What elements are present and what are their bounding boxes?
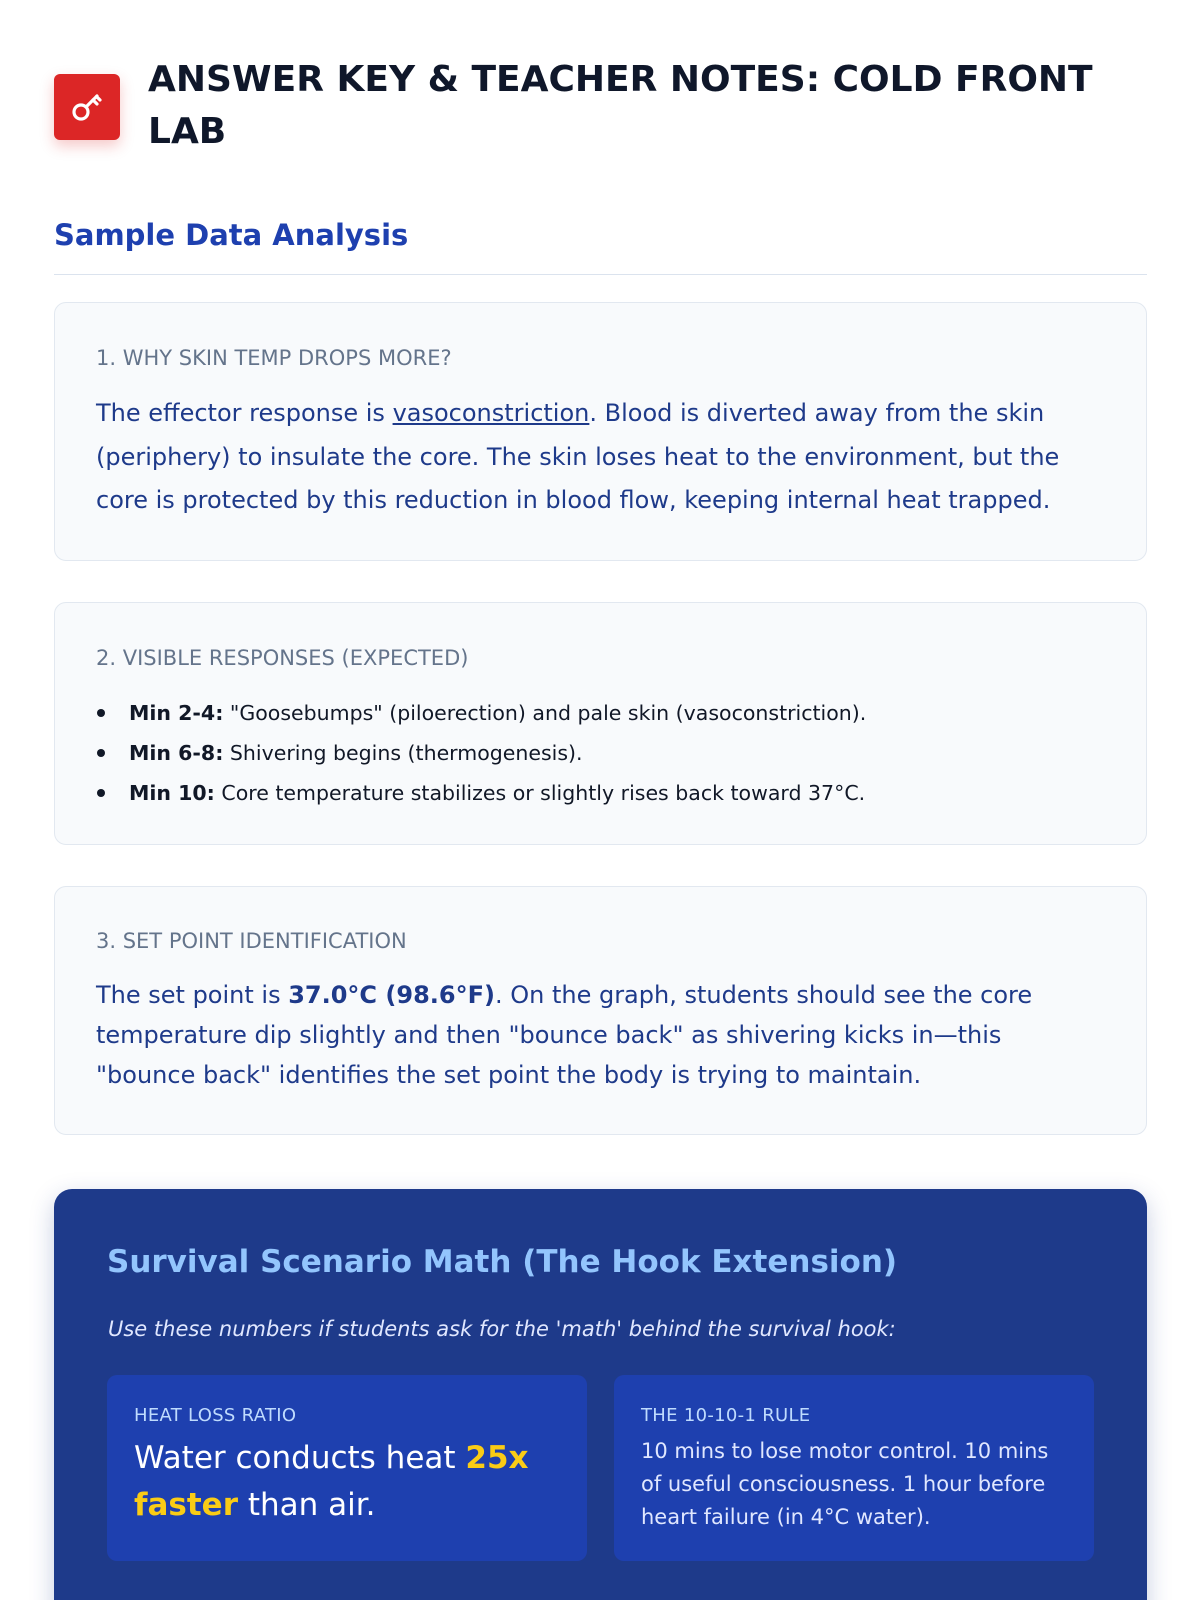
section-divider: [54, 274, 1147, 275]
stat-label: THE 10-10-1 RULE: [641, 1405, 811, 1426]
section-title: Sample Data Analysis: [54, 218, 409, 252]
stat-text: 10 mins to lose motor control. 10 mins of useful consciousness. 1 hour before heart failure (in 4°C water).: [641, 1439, 1049, 1529]
list-item: [96, 693, 1106, 733]
response-text: "Goosebumps" (piloerection) and pale skin (vasoconstriction).: [223, 701, 867, 725]
key-logo: [54, 74, 120, 140]
key-term: vasoconstriction: [392, 399, 590, 427]
card-label: 3. SET POINT IDENTIFICATION: [96, 929, 407, 953]
panel-intro: Use these numbers if students ask for the 'math' behind the survival hook:: [108, 1317, 896, 1341]
list-item: [96, 733, 1106, 773]
stat-card-heat-loss: [107, 1375, 587, 1561]
list-item: [96, 773, 1106, 813]
time-label: Min 10:: [129, 781, 215, 805]
card-answer-text: [96, 975, 1106, 1095]
answer-text-start: The set point is: [96, 981, 289, 1009]
response-text: Shivering begins (thermogenesis).: [223, 741, 583, 765]
page-title: ANSWER KEY & TEACHER NOTES: COLD FRONT LAB: [148, 59, 1093, 152]
card-label: 1. WHY SKIN TEMP DROPS MORE?: [96, 346, 452, 370]
survival-math-panel: [54, 1189, 1147, 1600]
panel-title: Survival Scenario Math (The Hook Extension): [107, 1244, 898, 1280]
stat-text-end: than air.: [238, 1487, 376, 1523]
page-header: [54, 54, 1154, 158]
card-answer-text: [96, 392, 1106, 523]
stat-highlight: 25x faster: [134, 1440, 529, 1523]
time-label: Min 2-4:: [129, 701, 224, 725]
answer-text-end: . Blood is diverted away from the skin (periphery) to insulate the core. The skin loses heat to the environment, but the core is protected by this reduction in blood flow, keeping internal heat trapped.: [96, 399, 1060, 514]
key-icon: [67, 87, 107, 127]
time-label: Min 6-8:: [129, 741, 224, 765]
responses-list: [96, 693, 1106, 813]
answer-card-set-point: [54, 886, 1147, 1135]
stat-text: [134, 1435, 574, 1529]
card-label: 2. VISIBLE RESPONSES (EXPECTED): [96, 646, 469, 670]
answer-text-start: The effector response is: [96, 399, 393, 427]
answer-card-visible-responses: [54, 602, 1147, 845]
stat-label: HEAT LOSS RATIO: [134, 1405, 297, 1426]
set-point-value: 37.0°C (98.6°F): [288, 981, 495, 1009]
stat-text-start: Water conducts heat: [134, 1440, 466, 1476]
answer-card-skin-temp: [54, 302, 1147, 561]
response-text: Core temperature stabilizes or slightly rises back toward 37°C.: [214, 781, 866, 805]
answer-text-end: . On the graph, students should see the core temperature dip slightly and then "bounce back" as shivering kicks in—this "bounce back" identifies the set point the body is trying to maintain.: [96, 981, 1033, 1089]
stat-card-10-10-1-rule: [614, 1375, 1094, 1561]
